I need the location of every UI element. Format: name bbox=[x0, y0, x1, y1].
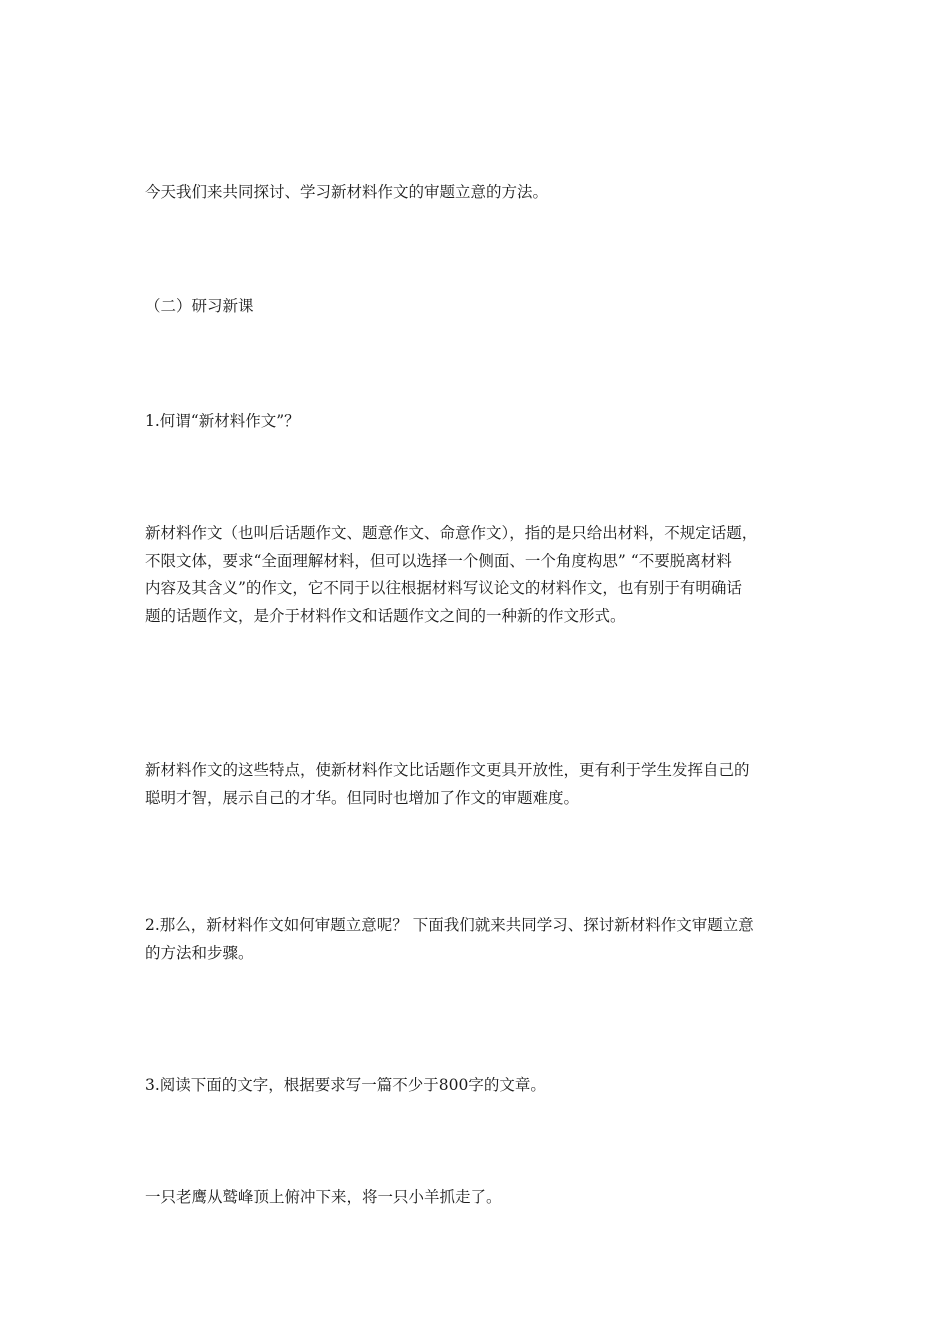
text-line: 的方法和步骤。 bbox=[145, 943, 254, 962]
text-line: 一只老鹰从鹫峰顶上俯冲下来，将一只小羊抓走了。 bbox=[145, 1188, 502, 1206]
text-line: 题的话题作文，是介于材料作文和话题作文之间的一种新的作文形式。 bbox=[145, 606, 626, 625]
question-heading-3 bbox=[145, 1072, 810, 1100]
text-line: 今天我们来共同探讨、学习新材料作文的审题立意的方法。 bbox=[145, 183, 549, 201]
text-line: 3.阅读下面的文字，根据要求写一篇不少于800字的文章。 bbox=[145, 1076, 546, 1094]
text-line: 2.那么，新材料作文如何审题立意呢？ 下面我们就来共同学习、探讨新材料作文审题立意 bbox=[145, 916, 754, 934]
section-heading bbox=[145, 293, 810, 321]
text-line: 1.何谓“新材料作文”？ bbox=[145, 412, 300, 430]
paragraph-features bbox=[145, 757, 810, 812]
text-line: 新材料作文的这些特点，使新材料作文比话题作文更具开放性，更有利于学生发挥自己的 bbox=[145, 761, 750, 779]
text-line: 聪明才智，展示自己的才华。但同时也增加了作文的审题难度。 bbox=[145, 788, 580, 807]
paragraph-definition bbox=[145, 520, 810, 630]
paragraph-story bbox=[145, 1184, 810, 1212]
question-heading-2 bbox=[145, 912, 810, 967]
text-line: 内容及其含义”的作文，它不同于以往根据材料写议论文的材料作文，也有别于有明确话 bbox=[145, 579, 742, 597]
text-line: 不限文体，要求“全面理解材料，但可以选择一个侧面、一个角度构思” “不要脱离材料 bbox=[145, 551, 732, 570]
question-heading-1 bbox=[145, 408, 810, 436]
text-line: 新材料作文（也叫后话题作文、题意作文、命意作文），指的是只给出材料，不规定话题， bbox=[145, 524, 758, 542]
text-line: （二）研习新课 bbox=[145, 297, 254, 315]
paragraph-intro bbox=[145, 179, 810, 207]
